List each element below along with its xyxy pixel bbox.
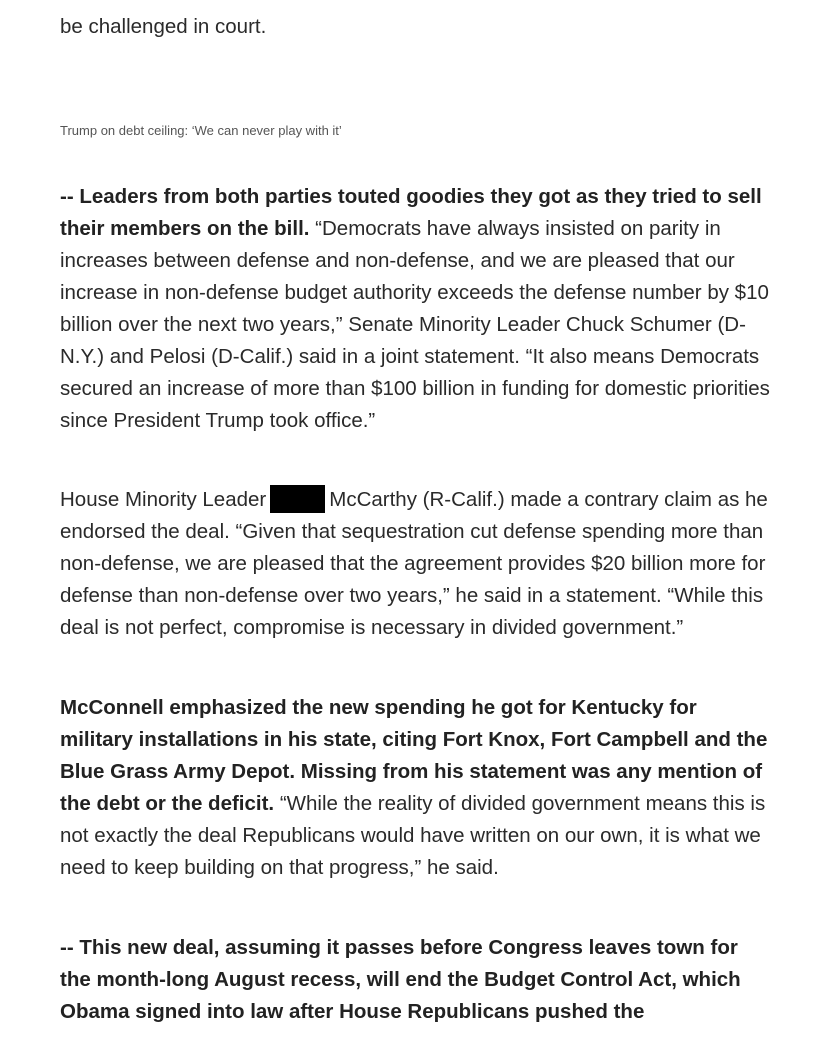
redaction-box (270, 485, 325, 513)
paragraph-budget-control-act (60, 932, 770, 1028)
paragraph-mccarthy (60, 484, 770, 644)
paragraph-lead-bold: McConnell emphasized the new spending he got for Kentucky for military installations in his state, citing Fort Knox, Fort Campbell and the Blue Grass Army Depot. Missing from his statement was any mention of the debt or the deficit. (60, 696, 768, 815)
paragraph-lead-bold: -- This new deal, assuming it passes before Congress leaves town for the month-long August recess, will end the Budget Control Act, which Obama signed into law after House Republicans pushed the (60, 936, 741, 1023)
paragraph-body: “Democrats have always insisted on parity in increases between defense and non-defense, and we are pleased that our increase in non-defense budget authority exceeds the defense number by $10 billion over the next two years,” Senate Minority Leader Chuck Schumer (D-N.Y.) and Pelosi (D-Calif.) said in a joint statement. “It also means Democrats secured an increase of more than $100 billion in funding for domestic priorities since President Trump took office.” (60, 217, 770, 432)
paragraph-mcconnell (60, 692, 770, 884)
related-video-caption-link[interactable]: Trump on debt ceiling: ‘We can never play with it’ (60, 123, 342, 138)
paragraph-leaders-goodies (60, 181, 770, 437)
paragraph-lead-bold: -- Leaders from both parties touted goodies they got as they tried to sell their members on the bill. (60, 185, 762, 240)
paragraph-body: McCarthy (R-Calif.) made a contrary claim as he endorsed the deal. “Given that sequestration cut defense spending more than non-defense, we are pleased that the agreement provides $20 billion more for defense than non-defense over two years,” he said in a statement. “While this deal is not perfect, compromise is necessary in divided government.” (60, 488, 768, 639)
continued-sentence: be challenged in court. (60, 15, 267, 38)
paragraph-body-start: House Minority Leader (60, 488, 267, 511)
paragraph-body: “While the reality of divided government means this is not exactly the deal Republicans would have written on our own, it is what we need to keep building on that progress,” he said. (60, 792, 766, 879)
